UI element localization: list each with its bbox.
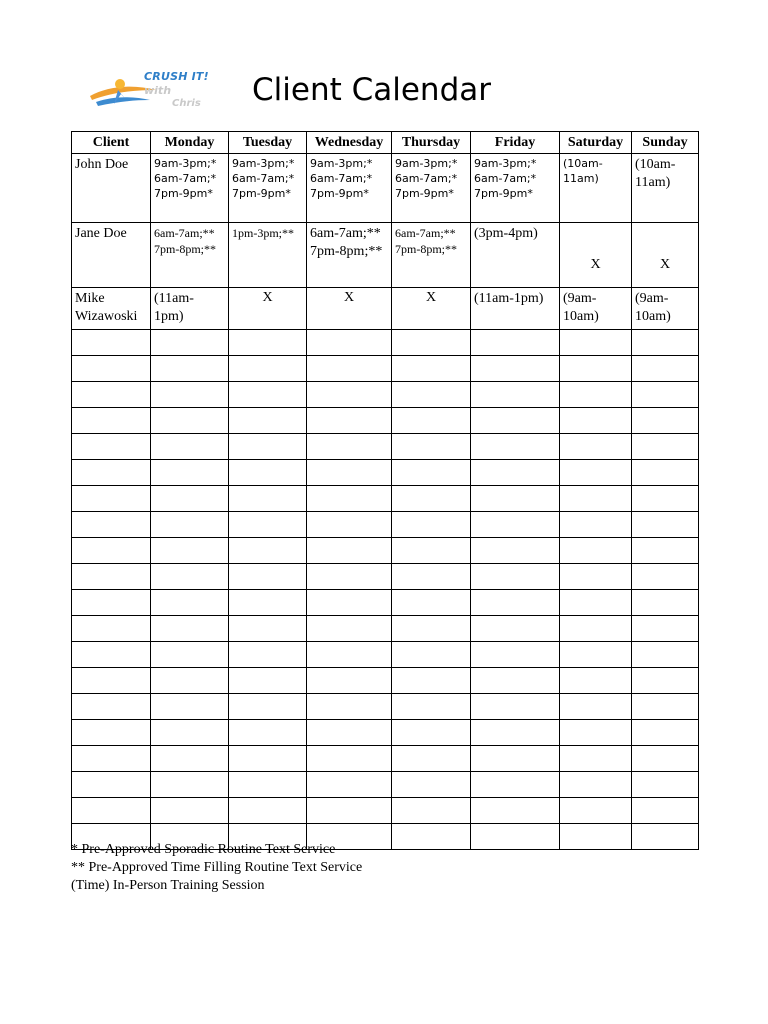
header-client: Client (72, 132, 151, 154)
table-row (72, 288, 699, 330)
header-sunday: Sunday (632, 132, 699, 154)
schedule-line: 9am-3pm;* (154, 157, 217, 170)
empty-cell (307, 460, 392, 486)
empty-cell (632, 408, 699, 434)
empty-cell (560, 798, 632, 824)
empty-cell (632, 720, 699, 746)
empty-cell (632, 564, 699, 590)
empty-table-row (72, 668, 699, 694)
schedule-line: 1pm-3pm;** (232, 226, 294, 240)
schedule-cell (307, 154, 392, 223)
empty-cell (471, 486, 560, 512)
empty-cell (229, 564, 307, 590)
schedule-line: (10am- (563, 157, 603, 170)
schedule-line: 7pm-8pm;** (154, 242, 216, 256)
empty-cell (392, 668, 471, 694)
empty-cell (471, 642, 560, 668)
empty-cell (229, 694, 307, 720)
empty-cell (151, 590, 229, 616)
empty-cell (560, 356, 632, 382)
empty-cell (632, 330, 699, 356)
empty-cell (229, 460, 307, 486)
table-row (72, 154, 699, 223)
schedule-line: 6am-7am;* (474, 172, 537, 185)
empty-cell (72, 564, 151, 590)
schedule-cell (151, 223, 229, 288)
schedule-line: 9am-3pm;* (395, 157, 458, 170)
empty-cell (632, 798, 699, 824)
empty-cell (151, 642, 229, 668)
empty-cell (471, 408, 560, 434)
empty-cell (72, 486, 151, 512)
empty-cell (632, 746, 699, 772)
empty-cell (72, 668, 151, 694)
schedule-line: 6am-7am;** (395, 226, 456, 240)
empty-cell (229, 330, 307, 356)
empty-cell (151, 746, 229, 772)
empty-cell (72, 642, 151, 668)
empty-cell (307, 434, 392, 460)
empty-cell (392, 746, 471, 772)
empty-table-row (72, 538, 699, 564)
empty-cell (471, 356, 560, 382)
schedule-line: 6am-7am;* (310, 172, 373, 185)
empty-cell (471, 616, 560, 642)
empty-cell (307, 564, 392, 590)
schedule-line: 6am-7am;* (232, 172, 295, 185)
empty-cell (307, 798, 392, 824)
empty-cell (151, 694, 229, 720)
empty-cell (151, 798, 229, 824)
empty-cell (392, 642, 471, 668)
empty-cell (151, 772, 229, 798)
schedule-line: (9am- (635, 291, 669, 306)
note-line: (Time) In-Person Training Session (71, 878, 265, 893)
empty-cell (560, 772, 632, 798)
empty-cell (229, 642, 307, 668)
empty-cell (560, 408, 632, 434)
empty-cell (151, 564, 229, 590)
empty-cell (632, 460, 699, 486)
empty-cell (392, 564, 471, 590)
empty-cell (392, 538, 471, 564)
page-title: Client Calendar (252, 72, 491, 108)
empty-cell (471, 798, 560, 824)
empty-cell (560, 460, 632, 486)
schedule-line: 7pm-9pm* (474, 187, 533, 200)
empty-cell (471, 538, 560, 564)
header-saturday: Saturday (560, 132, 632, 154)
empty-cell (392, 694, 471, 720)
logo-brand-name: Chris (172, 98, 201, 109)
schedule-line: 6am-7am;** (310, 226, 381, 241)
empty-cell (229, 798, 307, 824)
empty-cell (560, 434, 632, 460)
empty-cell (229, 382, 307, 408)
empty-cell (229, 538, 307, 564)
empty-cell (151, 538, 229, 564)
empty-cell (560, 538, 632, 564)
empty-cell (560, 824, 632, 850)
empty-cell (392, 772, 471, 798)
empty-cell (471, 460, 560, 486)
empty-table-row (72, 460, 699, 486)
empty-table-row (72, 590, 699, 616)
schedule-line: 10am) (563, 309, 599, 324)
schedule-line: 9am-3pm;* (232, 157, 295, 170)
schedule-cell (471, 288, 560, 330)
empty-table-row (72, 720, 699, 746)
empty-cell (307, 486, 392, 512)
unavailable-mark: X (392, 288, 471, 330)
logo-brand-with: with (144, 84, 172, 97)
empty-cell (392, 824, 471, 850)
empty-cell (632, 694, 699, 720)
empty-table-row (72, 642, 699, 668)
empty-cell (307, 720, 392, 746)
schedule-line: 9am-3pm;* (474, 157, 537, 170)
empty-cell (72, 694, 151, 720)
table-header-row (72, 132, 699, 154)
empty-cell (307, 356, 392, 382)
empty-cell (151, 356, 229, 382)
empty-cell (72, 512, 151, 538)
empty-cell (471, 720, 560, 746)
empty-cell (229, 668, 307, 694)
empty-cell (72, 616, 151, 642)
schedule-line: 6am-7am;** (154, 226, 215, 240)
empty-cell (392, 460, 471, 486)
empty-cell (229, 356, 307, 382)
empty-cell (392, 382, 471, 408)
logo-brand-text: CRUSH IT! (144, 70, 209, 83)
empty-table-row (72, 746, 699, 772)
unavailable-mark: X (632, 223, 699, 288)
schedule-cell (392, 223, 471, 288)
schedule-cell (560, 154, 632, 223)
empty-cell (560, 564, 632, 590)
schedule-cell (229, 154, 307, 223)
schedule-line: (9am- (563, 291, 597, 306)
empty-cell (307, 642, 392, 668)
client-calendar-table (71, 131, 699, 850)
empty-cell (392, 616, 471, 642)
schedule-cell (632, 288, 699, 330)
empty-cell (560, 746, 632, 772)
empty-cell (471, 434, 560, 460)
empty-cell (632, 538, 699, 564)
schedule-cell (471, 154, 560, 223)
client-name-line: Mike (75, 291, 105, 306)
empty-table-row (72, 356, 699, 382)
schedule-line: 1pm) (154, 309, 184, 324)
header-thursday: Thursday (392, 132, 471, 154)
schedule-line: 11am) (635, 175, 671, 190)
empty-cell (632, 486, 699, 512)
empty-cell (392, 486, 471, 512)
schedule-cell (471, 223, 560, 288)
schedule-cell (307, 223, 392, 288)
empty-cell (307, 330, 392, 356)
empty-cell (632, 356, 699, 382)
schedule-line: (3pm-4pm) (474, 226, 538, 241)
client-name-line: Wizawoski (75, 309, 138, 324)
empty-cell (72, 408, 151, 434)
empty-cell (392, 434, 471, 460)
empty-cell (560, 486, 632, 512)
empty-cell (72, 460, 151, 486)
schedule-cell (229, 223, 307, 288)
empty-cell (229, 486, 307, 512)
empty-cell (307, 382, 392, 408)
empty-cell (471, 772, 560, 798)
empty-cell (392, 356, 471, 382)
empty-cell (471, 746, 560, 772)
empty-cell (307, 512, 392, 538)
empty-cell (151, 720, 229, 746)
empty-cell (307, 616, 392, 642)
empty-cell (560, 668, 632, 694)
header-friday: Friday (471, 132, 560, 154)
empty-cell (392, 590, 471, 616)
header-monday: Monday (151, 132, 229, 154)
empty-cell (560, 616, 632, 642)
empty-table-row (72, 512, 699, 538)
schedule-line: 9am-3pm;* (310, 157, 373, 170)
empty-cell (392, 720, 471, 746)
empty-cell (560, 382, 632, 408)
empty-cell (307, 694, 392, 720)
empty-cell (471, 382, 560, 408)
empty-cell (392, 408, 471, 434)
empty-cell (471, 694, 560, 720)
schedule-cell (151, 154, 229, 223)
schedule-line: (11am-1pm) (474, 291, 544, 306)
schedule-line: 6am-7am;* (395, 172, 458, 185)
note-line: ** Pre-Approved Time Filling Routine Text Service (71, 860, 363, 875)
empty-cell (471, 668, 560, 694)
empty-cell (72, 434, 151, 460)
legend-notes (71, 841, 362, 895)
empty-cell (307, 408, 392, 434)
empty-cell (392, 512, 471, 538)
schedule-cell (151, 288, 229, 330)
empty-cell (72, 746, 151, 772)
empty-cell (560, 590, 632, 616)
empty-table-row (72, 798, 699, 824)
header-tuesday: Tuesday (229, 132, 307, 154)
empty-cell (151, 434, 229, 460)
empty-table-row (72, 408, 699, 434)
empty-table-row (72, 564, 699, 590)
empty-cell (229, 616, 307, 642)
empty-cell (72, 356, 151, 382)
schedule-cell (392, 154, 471, 223)
empty-cell (151, 460, 229, 486)
empty-cell (560, 330, 632, 356)
empty-cell (151, 616, 229, 642)
empty-cell (229, 434, 307, 460)
schedule-line: 7pm-8pm;** (395, 242, 457, 256)
empty-cell (72, 590, 151, 616)
empty-cell (72, 330, 151, 356)
empty-cell (229, 720, 307, 746)
empty-cell (307, 746, 392, 772)
empty-cell (632, 642, 699, 668)
schedule-line: (11am- (154, 291, 194, 306)
empty-cell (229, 512, 307, 538)
empty-cell (229, 746, 307, 772)
empty-cell (632, 434, 699, 460)
schedule-line: 7pm-8pm;** (310, 244, 383, 259)
empty-cell (560, 720, 632, 746)
schedule-line: 10am) (635, 309, 671, 324)
empty-cell (392, 798, 471, 824)
empty-cell (560, 694, 632, 720)
empty-cell (151, 512, 229, 538)
unavailable-mark: X (307, 288, 392, 330)
empty-cell (307, 772, 392, 798)
empty-cell (151, 330, 229, 356)
empty-cell (632, 616, 699, 642)
empty-cell (72, 720, 151, 746)
empty-cell (632, 824, 699, 850)
empty-cell (72, 538, 151, 564)
table-row (72, 223, 699, 288)
empty-cell (229, 772, 307, 798)
schedule-line: (10am- (635, 157, 676, 172)
schedule-cell (560, 288, 632, 330)
schedule-line: 7pm-9pm* (232, 187, 291, 200)
empty-table-row (72, 382, 699, 408)
client-name (72, 288, 151, 330)
empty-table-row (72, 434, 699, 460)
schedule-line: 6am-7am;* (154, 172, 217, 185)
empty-cell (307, 590, 392, 616)
empty-cell (72, 772, 151, 798)
schedule-line: 7pm-9pm* (310, 187, 369, 200)
empty-cell (632, 590, 699, 616)
crush-it-logo (88, 70, 233, 114)
header-wednesday: Wednesday (307, 132, 392, 154)
empty-cell (307, 538, 392, 564)
empty-cell (229, 408, 307, 434)
empty-cell (632, 382, 699, 408)
empty-table-row (72, 330, 699, 356)
empty-cell (471, 512, 560, 538)
schedule-cell (632, 154, 699, 223)
client-name: Jane Doe (72, 223, 151, 288)
empty-cell (229, 590, 307, 616)
empty-table-row (72, 772, 699, 798)
client-name: John Doe (72, 154, 151, 223)
note-line: * Pre-Approved Sporadic Routine Text Service (71, 842, 336, 857)
empty-cell (392, 330, 471, 356)
schedule-line: 11am) (563, 172, 599, 185)
empty-cell (72, 382, 151, 408)
empty-cell (307, 668, 392, 694)
empty-cell (560, 642, 632, 668)
empty-table-row (72, 694, 699, 720)
schedule-line: 7pm-9pm* (154, 187, 213, 200)
empty-cell (151, 408, 229, 434)
empty-cell (632, 512, 699, 538)
unavailable-mark: X (229, 288, 307, 330)
empty-cell (632, 668, 699, 694)
empty-cell (471, 824, 560, 850)
empty-cell (151, 486, 229, 512)
empty-cell (632, 772, 699, 798)
unavailable-mark: X (560, 223, 632, 288)
empty-cell (471, 330, 560, 356)
empty-cell (151, 382, 229, 408)
empty-cell (560, 512, 632, 538)
empty-table-row (72, 616, 699, 642)
empty-cell (151, 668, 229, 694)
schedule-line: 7pm-9pm* (395, 187, 454, 200)
empty-cell (72, 798, 151, 824)
empty-cell (471, 590, 560, 616)
empty-table-row (72, 486, 699, 512)
empty-cell (471, 564, 560, 590)
